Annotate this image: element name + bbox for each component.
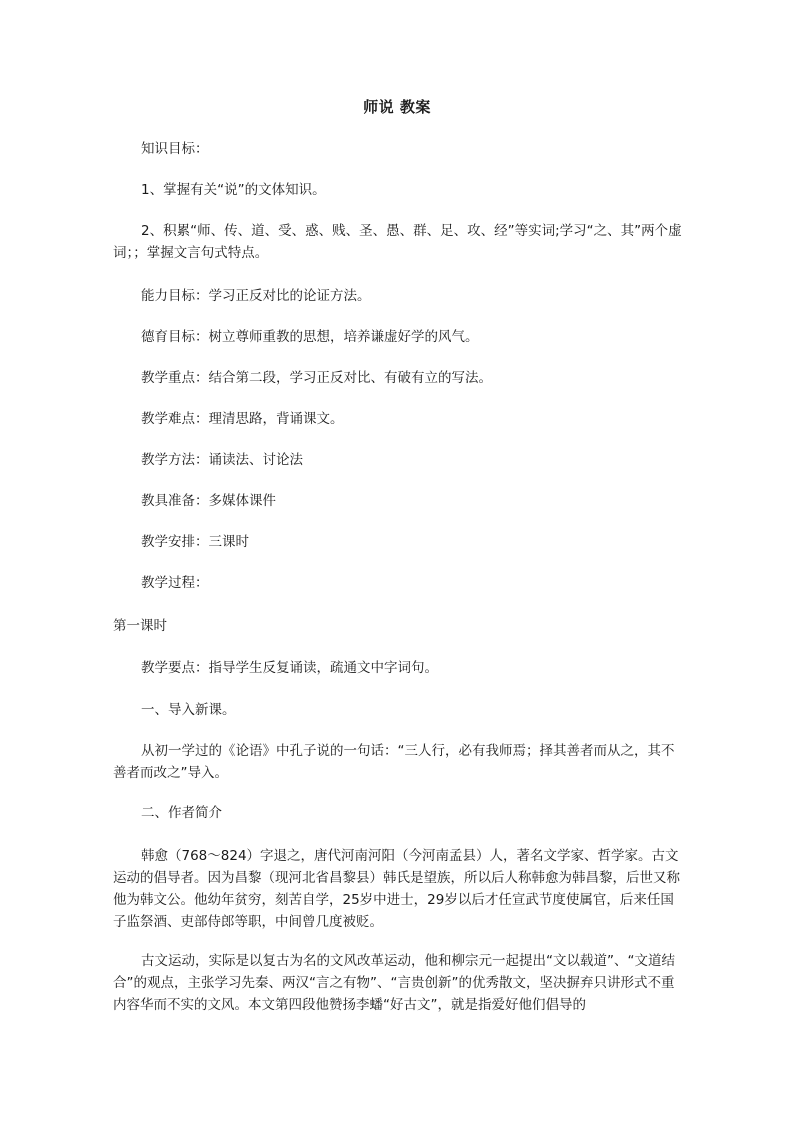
teaching-method: 教学方法：诵读法、讨论法 bbox=[141, 452, 303, 468]
document-title: 师说 教案 bbox=[363, 98, 431, 116]
knowledge-goal-heading: 知识目标： bbox=[141, 141, 209, 157]
section-intro-heading: 一、导入新课。 bbox=[141, 702, 236, 718]
lesson-key-points: 教学要点：指导学生反复诵读，疏通文中字词句。 bbox=[141, 660, 438, 676]
teaching-focus: 教学重点：结合第二段，学习正反对比、有破有立的写法。 bbox=[141, 370, 492, 386]
author-biography: 韩愈（768～824）字退之，唐代河南河阳（今河南孟县）人，著名文学家、哲学家。古文运动的倡导者。因为昌黎（现河北省昌黎县）韩氏是望族，所以后人称韩愈为韩昌黎，后世又称他为韩文公。他幼年贫穷，刻苦自学，25岁中进士，29岁以后才任宣武节度使属官，后来任国子监祭酒、吏部侍郎等职，中间曾几度被贬。 bbox=[113, 848, 680, 930]
teaching-schedule: 教学安排：三课时 bbox=[141, 534, 249, 550]
paragraph-item-2: 2、积累“师、传、道、受、惑、贱、圣、愚、群、足、攻、经”等实词;学习“之、其”两个虚词；；掌握文言句式特点。 bbox=[113, 223, 682, 261]
intro-paragraph: 从初一学过的《论语》中孔子说的一句话：“三人行，必有我师焉；择其善者而从之，其不善者而改之”导入。 bbox=[113, 743, 675, 781]
teaching-process-heading: 教学过程： bbox=[141, 575, 209, 591]
paragraph-item-1: 1、掌握有关“说”的文体知识。 bbox=[141, 182, 326, 198]
ability-goal: 能力目标：学习正反对比的论证方法。 bbox=[141, 288, 371, 304]
teaching-aids: 教具准备：多媒体课件 bbox=[141, 493, 276, 509]
teaching-difficulty: 教学难点：理清思路，背诵课文。 bbox=[141, 411, 344, 427]
lesson-one-heading: 第一课时 bbox=[113, 618, 167, 634]
section-author-heading: 二、作者简介 bbox=[141, 805, 222, 821]
moral-goal: 德育目标：树立尊师重教的思想，培养谦虚好学的风气。 bbox=[141, 329, 479, 345]
classical-prose-movement: 古文运动，实际是以复古为名的文风改革运动，他和柳宗元一起提出“文以载道”、“文道结合”的观点，主张学习先秦、两汉“言之有物”、“言贵创新”的优秀散文，坚决摒弃只讲形式不重内容华而不实的文风。本文第四段他赞扬李蟠“好古文”，就是指爱好他们倡导的 bbox=[113, 953, 675, 1013]
